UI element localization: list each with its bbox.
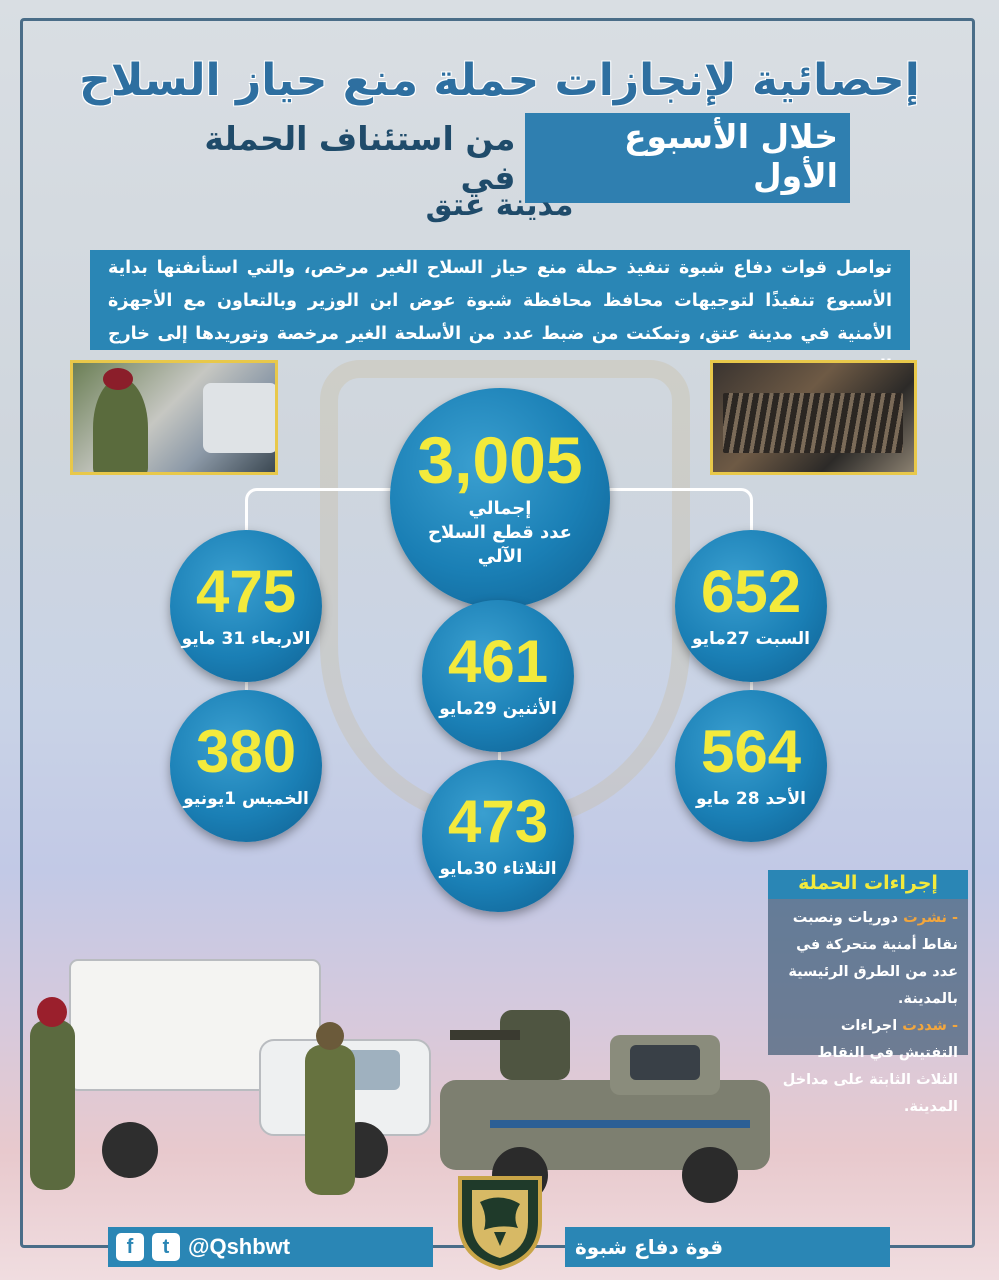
social-footer [108,1227,433,1267]
day-label: السبت 27مايو [692,628,810,649]
day-circle-thursday [170,690,322,842]
page-title: إحصائية لإنجازات حملة منع حياز السلاح [79,55,920,106]
day-count: 461 [447,627,549,695]
day-circle-sunday [675,690,827,842]
shabwa-defense-emblem [452,1172,548,1272]
day-count: 652 [700,557,802,625]
day-circle-saturday [675,530,827,682]
connector-left [245,488,395,533]
measures-text: - نشرت دوريات ونصبت نقاط أمنية متحركة في عدد من الطرق الرئيسية بالمدينة. - شددت اجراءات التفتيش في النقاط الثلاث الثابتة على مداخل المدينة. [782,910,958,1115]
day-count: 380 [195,717,297,785]
org-name: قوة دفاع شبوة [575,1235,724,1259]
social-handle[interactable]: @Qshbwt [188,1234,291,1259]
day-label: الأحد 28 مايو [695,788,807,809]
subtitle-highlight: خلال الأسبوع الأول [525,113,850,203]
soldier-checkpoint-photo [70,360,278,475]
org-footer [565,1227,890,1267]
day-circle-wednesday [170,530,322,682]
day-count: 475 [195,557,297,625]
measures-title: إجراءات الحملة [768,870,968,899]
day-label: الخميس 1يونيو [183,788,309,809]
subtitle-rest: من استئناف الحملة في [204,119,516,197]
total-weapons-value: 3,005 [417,422,583,497]
campaign-measures-box [768,870,968,1115]
measure-keyword: شددت [902,1018,947,1034]
twitter-icon[interactable]: t [152,1233,180,1261]
day-circle-tuesday [422,760,574,912]
total-weapons-circle [390,388,610,608]
facebook-icon[interactable]: f [116,1233,144,1261]
measure-keyword: نشرت [903,910,947,926]
day-label: الاربعاء 31 مايو [181,628,311,649]
day-count: 473 [447,787,549,855]
subtitle [150,117,850,197]
day-label: الأثنين 29مايو [439,698,557,719]
connector-right [605,488,753,533]
day-count: 564 [700,717,802,785]
subtitle-city: مدينة عتق [425,188,574,223]
seized-weapons-photo [710,360,917,475]
intro-paragraph: تواصل قوات دفاع شبوة تنفيذ حملة منع حياز السلاح الغير مرخص، والتي استأنفتها بداية الأسبوع تنفيذًا لتوجيهات محافظ محافظة شبوة عوض ابن الوزير وبالتعاون مع الأجهزة الأمنية في مدينة عتق، وتمكنت من ضبط عدد من الأسلحة الغير مرخصة وتوريدها إلى خارج [90,250,910,350]
total-weapons-label: إجمالي عدد قطع السلاح الآلي [428,497,572,568]
soldiers-truck-photo [30,950,460,1200]
day-circle-monday [422,600,574,752]
day-label: الثلاثاء 30مايو [439,858,557,879]
